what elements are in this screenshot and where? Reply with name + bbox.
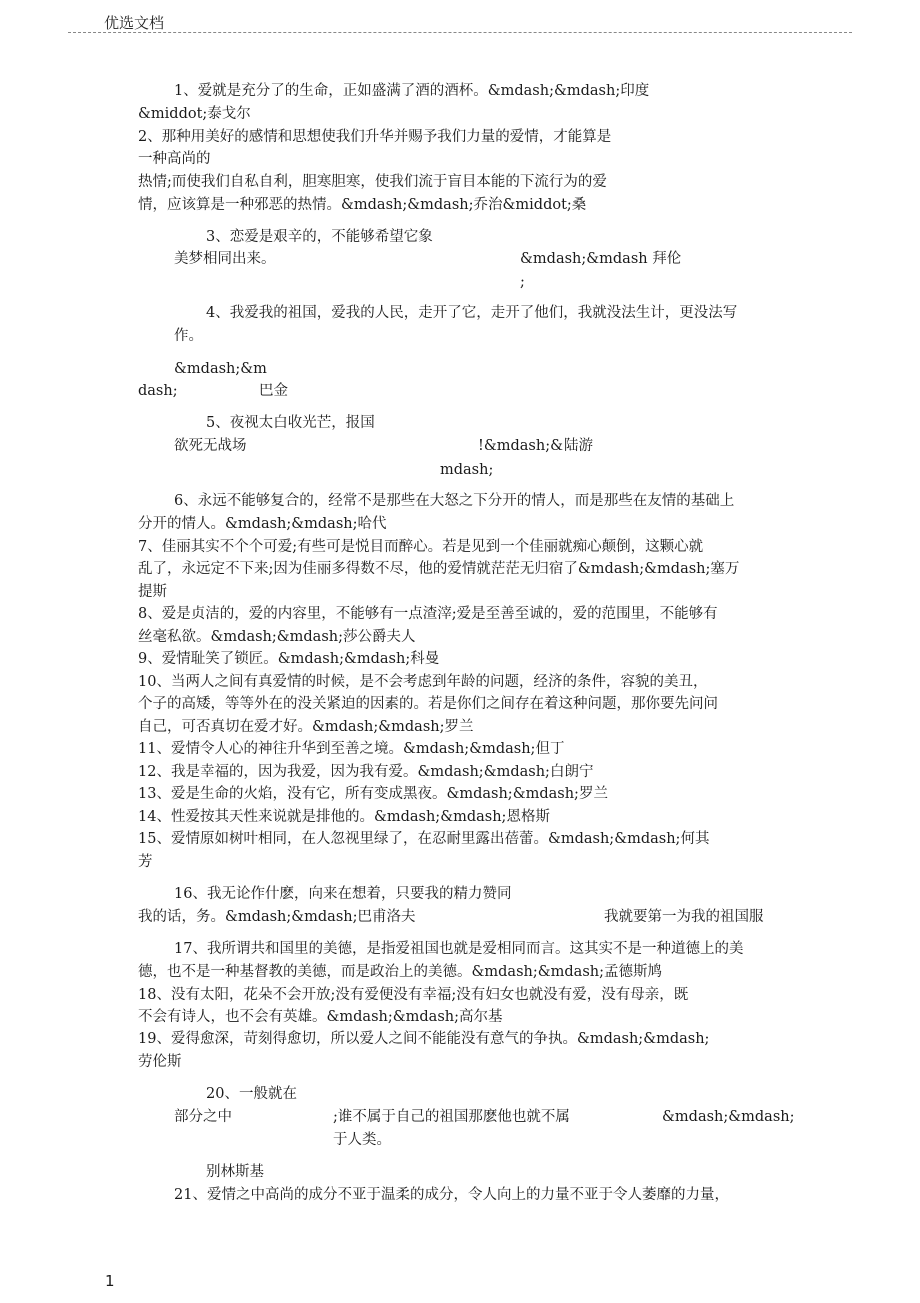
text-line: 自己，可否真切在爱才好。&mdash;&mdash;罗兰: [138, 719, 474, 735]
text-line: 情，应该算是一种邪恶的热情。&mdash;&mdash;乔治&middot;桑: [138, 197, 587, 213]
text-line: 17、我所谓共和国里的美德，是指爱祖国也就是爱相同而言。这其实不是一种道德上的美: [174, 941, 744, 957]
text-line: 11、爱情令人心的神往升华到至善之境。&mdash;&mdash;但丁: [138, 741, 565, 757]
text-line: 作。: [174, 328, 203, 344]
text-line: 巴金: [259, 383, 288, 399]
text-line: 陆游: [564, 438, 593, 454]
text-line: 20、一般就在: [206, 1086, 297, 1102]
text-line: 别林斯基: [206, 1164, 264, 1180]
text-line: 劳伦斯: [138, 1054, 182, 1070]
text-line: !&mdash;&: [478, 438, 563, 454]
text-line: 个子的高矮，等等外在的没关紧迫的因素的。若是你们之间存在着这种问题，那你要先问问: [138, 696, 718, 712]
text-line: ;: [520, 274, 525, 290]
header-divider: [68, 32, 852, 33]
text-line: 13、爱是生命的火焰，没有它，所有变成黑夜。&mdash;&mdash;罗兰: [138, 786, 608, 802]
text-line: 乱了，永远定不下来;因为佳丽多得数不尽，他的爱情就茫茫无归宿了&mdash;&mdash;塞万: [138, 561, 740, 577]
page-number: 1: [105, 1272, 115, 1290]
text-line: 14、性爱按其天性来说就是排他的。&mdash;&mdash;恩格斯: [138, 809, 550, 825]
text-line: 9、爱情耻笑了锁匠。&mdash;&mdash;科曼: [138, 651, 440, 667]
text-line: 分开的情人。&mdash;&mdash;哈代: [138, 516, 387, 532]
text-line: 美梦相同出来。: [174, 251, 276, 267]
text-line: 芳: [138, 854, 153, 870]
text-line: 19、爱得愈深，苛刻得愈切，所以爱人之间不能能没有意气的争执。&mdash;&mdash;: [138, 1031, 710, 1047]
text-line: 21、爱情之中高尚的成分不亚于温柔的成分，令人向上的力量不亚于令人萎靡的力量，: [174, 1187, 729, 1203]
text-line: 我的话，务。&mdash;&mdash;巴甫洛夫: [138, 909, 416, 925]
text-line: 我就要第一为我的祖国服: [604, 909, 764, 925]
text-line: 7、佳丽其实不个个可爱;有些可是悦目而醉心。若是见到一个佳丽就痴心颠倒，这颗心就: [138, 539, 704, 555]
text-line: &middot;泰戈尔: [138, 106, 251, 122]
text-line: 3、恋爱是艰辛的，不能够希望它象: [206, 229, 433, 245]
text-line: 一种高尚的: [138, 151, 211, 167]
text-line: &mdash;&m: [174, 361, 267, 377]
text-line: 热情;而使我们自私自利，胆寒胆寒，使我们流于盲目本能的下流行为的爱: [138, 174, 607, 190]
text-line: 15、爱情原如树叶相同，在人忽视里绿了，在忍耐里露出蓓蕾。&mdash;&mdash;何其: [138, 831, 710, 847]
text-line: 部分之中: [174, 1109, 232, 1125]
text-line: mdash;: [440, 462, 494, 478]
page-header-title: 优选文档: [104, 14, 165, 32]
text-line: 6、永远不能够复合的，经常不是那些在大怒之下分开的情人，而是那些在友情的基础上: [174, 493, 735, 509]
text-line: 10、当两人之间有真爱情的时候，是不会考虑到年龄的问题，经济的条件，容貌的美丑，: [138, 674, 708, 690]
text-line: 1、爱就是充分了的生命，正如盛满了酒的酒杯。&mdash;&mdash;印度: [174, 83, 650, 99]
text-line: 2、那种用美好的感情和思想使我们升华并赐予我们力量的爱情，才能算是: [138, 129, 612, 145]
text-line: 于人类。: [333, 1132, 391, 1148]
text-line: 不会有诗人，也不会有英雄。&mdash;&mdash;高尔基: [138, 1009, 503, 1025]
text-line: 8、爱是贞洁的，爱的内容里，不能够有一点渣滓;爱是至善至诚的，爱的范围里，不能够有: [138, 606, 718, 622]
text-line: 18、没有太阳，花朵不会开放;没有爱便没有幸福;没有妇女也就没有爱，没有母亲，既: [138, 987, 689, 1003]
text-line: &mdash;&mdash 拜伦: [520, 251, 682, 267]
text-line: 12、我是幸福的，因为我爱，因为我有爱。&mdash;&mdash;白朗宁: [138, 764, 594, 780]
text-line: 4、我爱我的祖国，爱我的人民，走开了它，走开了他们，我就没法生计，更没法写: [206, 305, 738, 321]
text-line: dash;: [138, 383, 178, 399]
text-line: 丝毫私欲。&mdash;&mdash;莎公爵夫人: [138, 629, 416, 645]
text-line: 5、夜视太白收光芒，报国: [206, 415, 375, 431]
text-line: 德，也不是一种基督教的美德，而是政治上的美德。&mdash;&mdash;孟德斯鸠: [138, 964, 662, 980]
text-line: ;谁不属于自己的祖国那麽他也就不属: [333, 1109, 570, 1125]
text-line: 16、我无论作什麽，向来在想着，只要我的精力赞同: [174, 886, 512, 902]
text-line: 提斯: [138, 584, 167, 600]
text-line: &mdash;&mdash;: [662, 1109, 795, 1125]
text-line: 欲死无战场: [174, 438, 247, 454]
